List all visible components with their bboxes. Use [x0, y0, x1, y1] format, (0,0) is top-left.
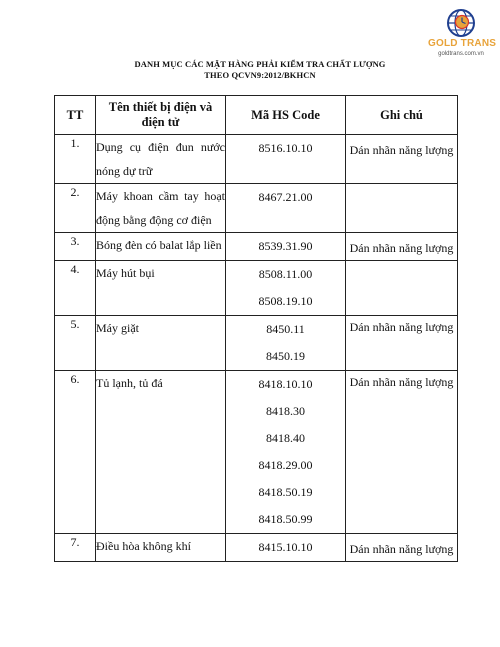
hs-code: 8418.29.00	[258, 458, 313, 472]
hs-code-cell	[226, 534, 346, 562]
table-row	[55, 316, 458, 371]
table-header-row	[55, 96, 458, 135]
note-cell: Dán nhãn năng lượng	[346, 233, 458, 261]
goods-table	[54, 95, 458, 562]
header-note: Ghi chú	[346, 96, 458, 135]
table-row	[55, 261, 458, 316]
device-name: Máy khoan cầm tay hoạt động bằng động cơ điện	[96, 184, 226, 233]
note-cell: Dán nhãn năng lượng	[346, 371, 458, 534]
logo-website-text: goldtrans.com.vn	[438, 51, 484, 57]
device-name: Máy hút bụi	[96, 261, 226, 316]
table-row	[55, 233, 458, 261]
row-number: 3.	[55, 233, 96, 261]
device-name: Tủ lạnh, tủ đá	[96, 371, 226, 534]
note-cell: Dán nhãn năng lượng	[346, 135, 458, 184]
hs-code-cell	[226, 316, 346, 371]
hs-code: 8516.10.10	[258, 141, 313, 155]
document-title-line2: THEO QCVN9:2012/BKHCN	[204, 70, 316, 80]
device-name: Dụng cụ điện đun nước nóng dự trữ	[96, 135, 226, 184]
row-number: 6.	[55, 371, 96, 534]
hs-code: 8418.10.10	[258, 377, 313, 391]
device-name: Bóng đèn có balat lắp liền	[96, 233, 226, 261]
hs-code: 8415.10.10	[258, 540, 313, 554]
header-tt: TT	[55, 96, 96, 135]
hs-code-cell	[226, 233, 346, 261]
hs-code: 8508.11.00	[258, 267, 313, 281]
hs-code: 8418.50.99	[258, 512, 313, 526]
company-logo	[428, 8, 497, 64]
note-cell	[346, 261, 458, 316]
note-cell	[346, 184, 458, 233]
row-number: 7.	[55, 534, 96, 562]
hs-code-cell	[226, 135, 346, 184]
row-number: 1.	[55, 135, 96, 184]
hs-code-cell	[226, 184, 346, 233]
table-row	[55, 534, 458, 562]
globe-clock-icon	[428, 8, 494, 38]
row-number: 5.	[55, 316, 96, 371]
hs-code: 8508.19.10	[258, 294, 313, 308]
device-name: Điều hòa không khí	[96, 534, 226, 562]
hs-code: 8467.21.00	[258, 190, 313, 204]
hs-code-cell	[226, 371, 346, 534]
header-name: Tên thiết bị điện và điện tử	[96, 96, 226, 135]
table-row	[55, 184, 458, 233]
table-row	[55, 371, 458, 534]
hs-code-cell	[226, 261, 346, 316]
hs-code: 8450.11	[266, 322, 305, 336]
row-number: 2.	[55, 184, 96, 233]
hs-code: 8418.40	[266, 431, 305, 445]
device-name: Máy giặt	[96, 316, 226, 371]
table-row	[55, 135, 458, 184]
hs-code: 8418.50.19	[258, 485, 313, 499]
hs-code: 8450.19	[266, 349, 305, 363]
row-number: 4.	[55, 261, 96, 316]
logo-brand-text: GOLD TRANS	[428, 38, 497, 49]
header-code: Mã HS Code	[226, 96, 346, 135]
document-title-line1: DANH MỤC CÁC MẶT HÀNG PHẢI KIỂM TRA CHẤT LƯỢNG	[134, 59, 386, 69]
note-cell: Dán nhãn năng lượng	[346, 534, 458, 562]
note-cell: Dán nhãn năng lượng	[346, 316, 458, 371]
hs-code: 8539.31.90	[258, 239, 313, 253]
hs-code: 8418.30	[266, 404, 305, 418]
